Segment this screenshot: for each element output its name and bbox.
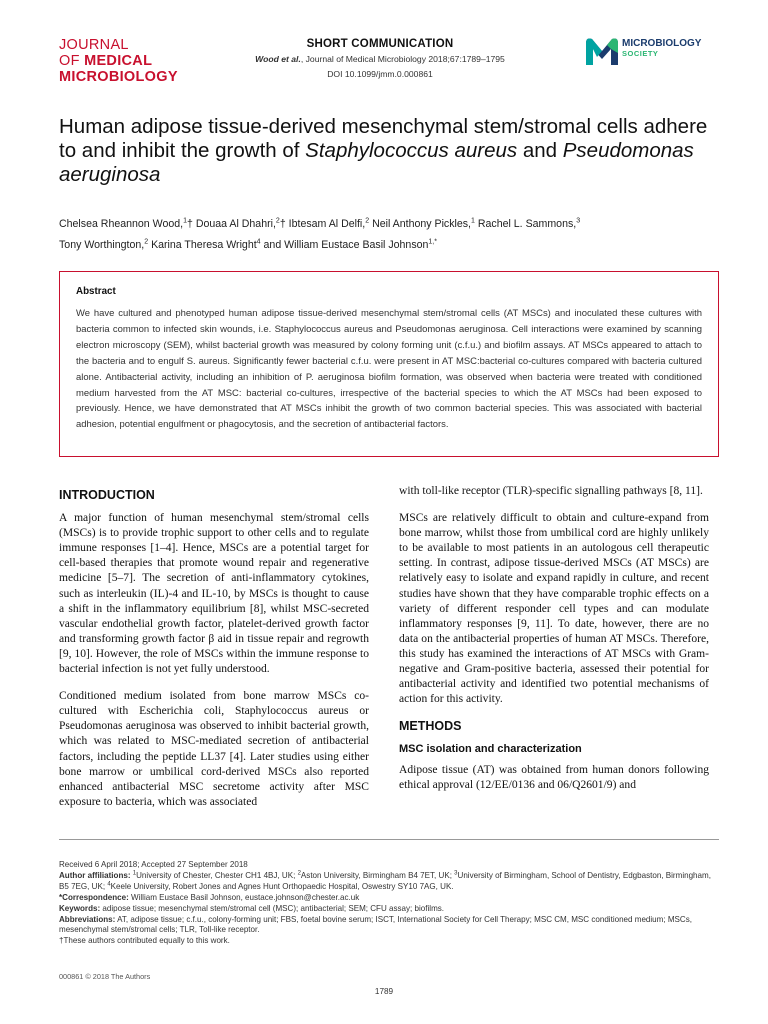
society-sub: SOCIETY: [622, 49, 659, 58]
abstract-heading: Abstract: [76, 286, 116, 297]
author: Douaa Al Dhahri,$^2$†: [195, 217, 289, 230]
correspondence: *Correspondence: William Eustace Basil Johnson, eustace.johnson@chester.ac.uk: [59, 892, 360, 902]
author: Ibtesam Al Delfi,$^2$: [288, 217, 370, 230]
article-header: [230, 38, 530, 79]
methods-subheading: MSC isolation and characterization: [399, 743, 582, 756]
society-name: MICROBIOLOGY: [622, 38, 702, 49]
introduction-heading: INTRODUCTION: [59, 488, 155, 502]
doi: DOI 10.1099/jmm.0.000861: [327, 69, 433, 79]
author: Neil Anthony Pickles,$^1$: [372, 217, 475, 230]
methods-paragraph-1: Adipose tissue (AT) was obtained from human donors following ethical approval (12/EE/0136 and 06/Q2601/9) and: [399, 763, 709, 791]
author: and William Eustace Basil Johnson$^{1,*}$: [263, 238, 437, 251]
abbreviations: Abbreviations: AT, adipose tissue; c.f.u., colony-forming unit; FBS, foetal bovine serum; ISCT, International Society for Cell Therapy; MSC CM, MSC conditioned medium; MSCs, mesenchymal stem/stromal cells; TLR, Toll-like receptor.: [59, 914, 692, 935]
abstract-box: [59, 271, 719, 457]
journal-logo-line1: JOURNAL: [59, 37, 129, 53]
keywords: Keywords: adipose tissue; mesenchymal stem/stromal cell (MSC); antibacterial; SEM; CFU assay; biofilms.: [59, 903, 445, 913]
intro-paragraph-3: with toll-like receptor (TLR)-specific signalling pathways [8, 11].: [399, 485, 703, 497]
journal-logo-line2: OF MEDICAL: [59, 53, 153, 69]
received-dates: Received 6 April 2018; Accepted 27 September 2018: [59, 860, 248, 869]
intro-paragraph-1: A major function of human mesenchymal stem/stromal cells (MSCs) is to provide trophic support to other cells and to regulate immune responses [1–4]. Hence, MSCs are a potential target for cell-based therapies that promote wound repair and regenerative medicine [5–7]. The secretion of anti-inflammatory cytokines, such as interleukin (IL)-4 and IL-10, by MSCs is thought to cause a shift in the inflammatory equilibrium [8], whilst MSC-secreted vascular endothelial growth factor, platelet-derived growth factor and transforming growth factor β aid in tissue repair and regrowth [9, 10]. However, the role of MSCs within the immune response to bacterial infection is not yet fully understood.: [59, 512, 369, 676]
author-list: [59, 214, 719, 256]
footnotes: [59, 839, 719, 947]
left-column: [59, 484, 369, 822]
paper-title: Human adipose tissue-derived mesenchymal stem/stromal cells adhere to and inhibit the growth of Staphylococcus aureus and Pseudomonas aeruginosa: [59, 115, 708, 186]
equal-contribution-note: †These authors contributed equally to this work.: [59, 936, 230, 946]
intro-paragraph-4: MSCs are relatively difficult to obtain and culture-expand from bone marrow, whilst those from umbilical cord are highly unlikely to be available to most patients in an autologous cell therapeutic setting. In contrast, adipose tissue-derived MSCs (AT MSCs) are relatively easy to isolate and expand rapidly in culture, and recent studies have shown that they have comparable trophic effects on a variety of different responder cell types and can modulate inflammatory responses [9, 11]. To date, however, there are no data on the antibacterial properties of human AT MSCs. Therefore, this study has examined the interactions of AT MSCs with Gram-negative and Gram-positive bacteria, assessed their potential for antibacterial activity and identified two potential mechanisms of action for this activity.: [399, 512, 709, 706]
author-affiliations: Author affiliations: $^1$University of Chester, Chester CH1 4BJ, UK; $^2$Aston University, Birmingham B4 7ET, UK; $^3$University of Birmingham, School of Dentistry, Edgbaston, Birmingham, B5 7EG, UK; $^4$Keele University, Robert Jones and Agnes Hunt Orthopaedic Hospital, Oswestry SY10 7AG, UK.: [59, 870, 711, 891]
author: Karina Theresa Wright$^4$: [151, 238, 261, 251]
author: Tony Worthington,$^2$: [59, 238, 149, 251]
citation: Wood et al., Journal of Medical Microbiology 2018;67:1789–1795: [255, 54, 505, 64]
journal-logo-line3: MICROBIOLOGY: [59, 69, 178, 85]
author: Rachel L. Sammons,$^3$: [477, 217, 581, 230]
methods-heading: METHODS: [399, 719, 462, 734]
microbiology-society-logo: [584, 33, 714, 69]
right-column: [399, 484, 709, 805]
intro-paragraph-2: Conditioned medium isolated from bone marrow MSCs co-cultured with Escherichia coli, Staphylococcus aureus or Pseudomonas aeruginosa was observed to inhibit bacterial growth, which was related to MSC-mediated secretion of antibacterial factors, including the peptide LL37 [4]. Later studies using either bone marrow or umbilical cord-derived MSCs also reported enhanced antibacterial MSC secretome activity after MSC exposure to bacteria, which was associated: [59, 690, 369, 808]
society-mark-icon: [584, 33, 620, 69]
journal-logo: [59, 37, 179, 85]
article-type: SHORT COMMUNICATION: [306, 38, 454, 50]
abstract-text: We have cultured and phenotyped human adipose tissue-derived mesenchymal stem/stromal cells (AT MSCs) and inoculated these cultures with bacteria common to infected skin wounds, i.e. Staphylococcus aureus and Pseudomonas aeruginosa. Cell interactions were examined by scanning electron microscopy (SEM), whilst bacterial growth was measured by colony forming unit (c.f.u.) and biofilm assays. AT MSCs appeared to attach to the bacteria and to engulf S. aureus. Significantly fewer bacterial c.f.u. were present in AT MSC:bacterial co-cultures compared with bacteria cultured alone. Antibacterial activity, including an inhibition of P. aeruginosa biofilm formation, was observed when bacteria were treated with conditioned medium harvested from the AT MSC: bacterial co-cultures, irrespective of the bacterial species to which the AT MSCs had been exposed to previously. Hence, we have demonstrated that AT MSCs inhibit the growth of two common bacterial species. This was associated with bacterial adhesion, potential engulfment or phagocytosis, and the secretion of antibacterial factors.: [76, 308, 702, 431]
author: Chelsea Rheannon Wood,$^1$†: [59, 217, 196, 230]
copyright: 000861 © 2018 The Authors: [59, 972, 151, 981]
page-number: 1789: [374, 987, 394, 996]
